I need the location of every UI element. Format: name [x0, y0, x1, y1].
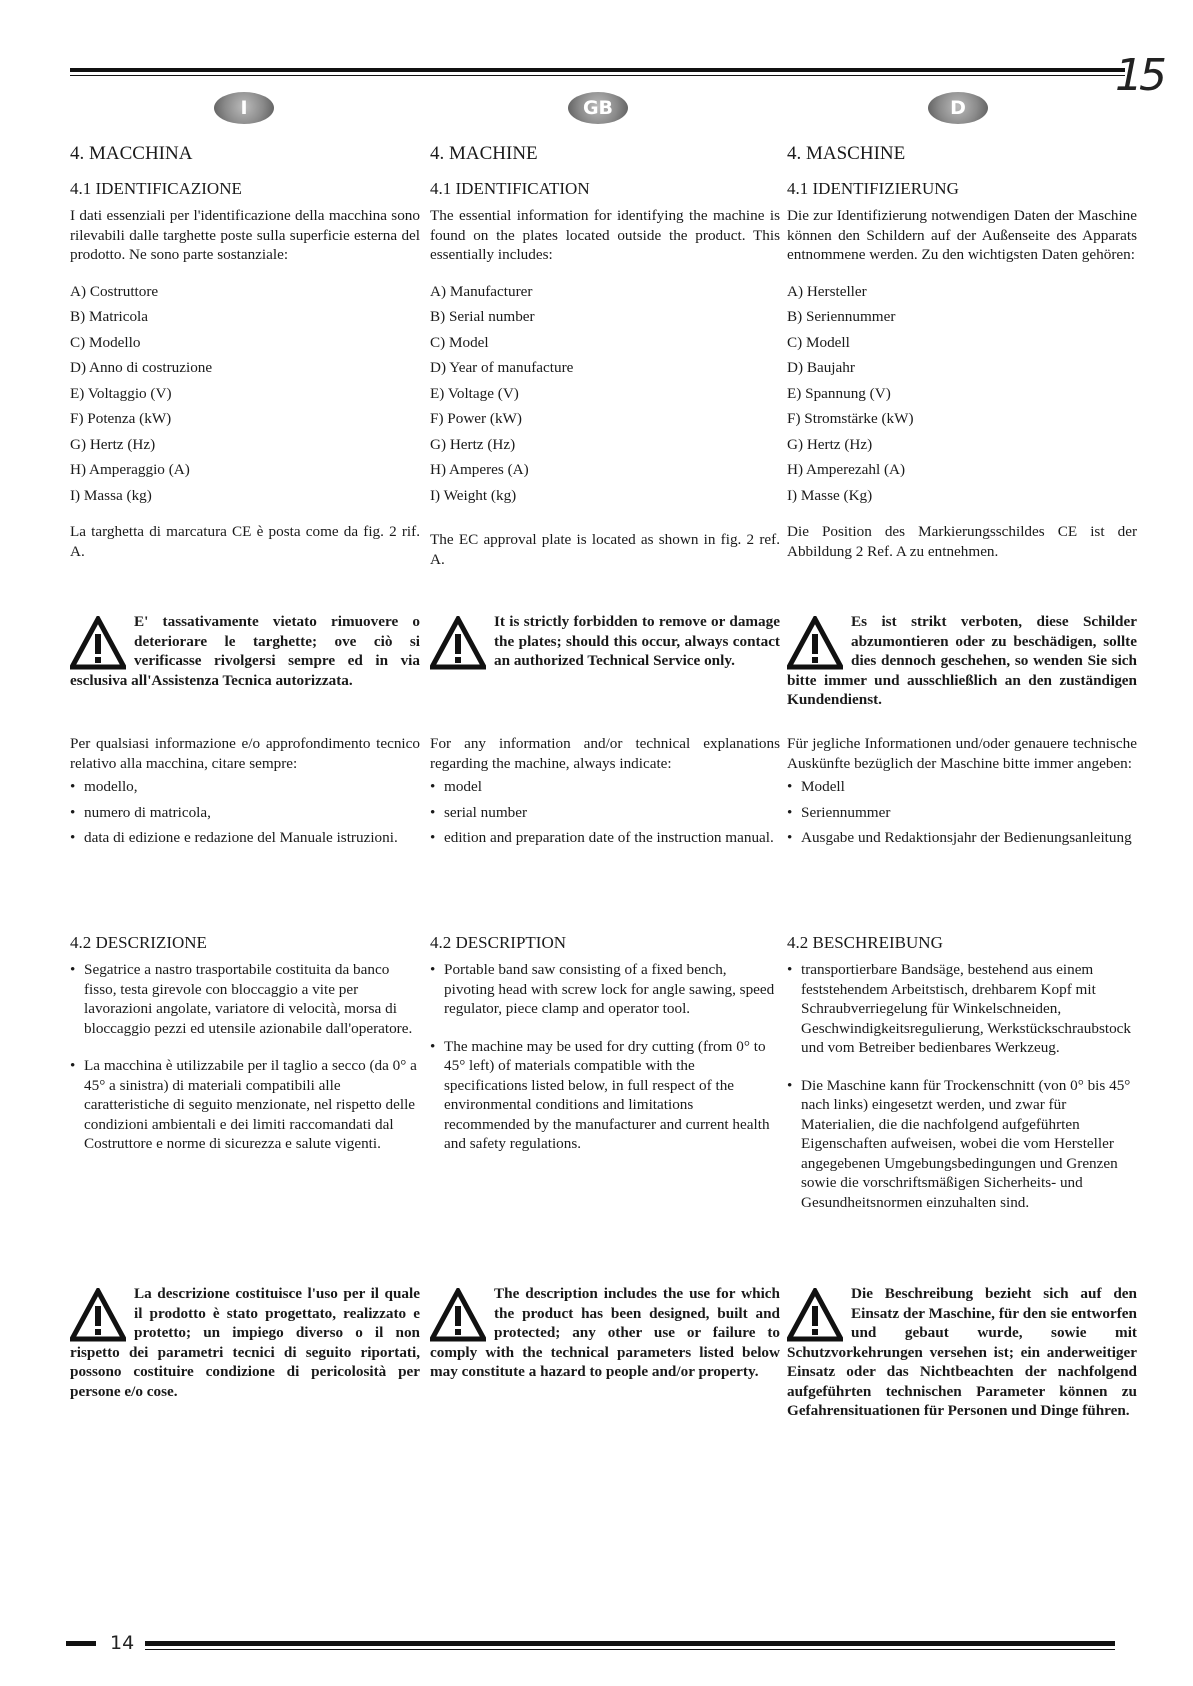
footer-dash: [66, 1641, 96, 1646]
list-item: B) Seriennummer: [787, 308, 896, 325]
list-item: I) Weight (kg): [430, 486, 517, 504]
info-paragraph: Für jegliche Informationen und/oder genauere technische Auskünfte bezüglich der Maschine bitte immer angeben:: [787, 735, 1137, 772]
language-badge-de: D: [928, 92, 988, 124]
plate-data-list: [70, 279, 420, 509]
column-english-description: [430, 932, 780, 1160]
list-item: • Segatrice a nastro trasportabile costituita da banco fisso, testa girevole con bloccaggio a vite per lavorazioni angolate, variatore di velocità, morsa di bloccaggio pezzi ed utensile azionabile dall'operatore.: [70, 960, 420, 1038]
list-item: A) Costruttore: [70, 282, 159, 300]
warning-triangle-icon: [70, 616, 126, 670]
list-item: E) Voltage (V): [430, 384, 519, 402]
plate-location-paragraph: The EC approval plate is located as shown in fig. 2 ref. A.: [430, 531, 780, 568]
intro-paragraph: Die zur Identifizierung notwendigen Daten der Maschine können den Schildern auf der Außenseite des Apparats entnommene werden. Zu den wichtigsten Daten gehören:: [787, 207, 1137, 263]
column-german-description: [787, 932, 1137, 1218]
section-title: 4. MASCHINE: [787, 143, 906, 164]
list-item: E) Voltaggio (V): [70, 384, 172, 402]
warning-triangle-icon: [787, 1288, 843, 1342]
column-english: [430, 142, 780, 569]
list-item: • Die Maschine kann für Trockenschnitt (von 0° bis 45° nach links) eingesetzt werden, und zwar für Materialien, die die nachfolgend aufgeführten Eigenschaften aufweisen, wobei die vom Hersteller angegebenen Umgebungsbedingungen und Grenzen sowie die vorschriftsmäßigen Sicherheits- und Gesundheitsnormen einzuhalten sind.: [787, 1076, 1137, 1213]
page-number: 14: [110, 1632, 135, 1654]
column-german-warning2: [787, 1284, 1137, 1421]
warning-block: [430, 612, 780, 671]
list-item: F) Potenza (kW): [70, 410, 172, 427]
plate-data-list: [787, 279, 1137, 509]
warning-triangle-icon: [430, 1288, 486, 1342]
column-italian-description: [70, 932, 420, 1160]
list-item: H) Amperes (A): [430, 461, 529, 478]
list-item: F) Stromstärke (kW): [787, 410, 914, 427]
list-item: C) Modello: [70, 333, 141, 351]
warning-triangle-icon: [787, 616, 843, 670]
list-item: H) Amperezahl (A): [787, 461, 906, 478]
warning-text: La descrizione costituisce l'uso per il quale il prodotto è stato progettato, realizzato e protetto; un impiego diverso o il non rispetto dei parametri tecnici di seguito riportati, possono costituire condizione di pericolosità per persone e/o cose.: [70, 1285, 420, 1400]
warning-triangle-icon: [430, 616, 486, 670]
plate-location-paragraph: Die Position des Markierungsschildes CE ist der Abbildung 2 Ref. A zu entnehmen.: [787, 523, 1137, 560]
top-rule-thin: [70, 75, 1125, 76]
column-english-warning1: [430, 612, 780, 671]
list-item: I) Masse (Kg): [787, 486, 873, 504]
subsection-title: 4.1 IDENTIFICATION: [430, 179, 590, 198]
language-badge-gb: GB: [568, 92, 628, 124]
list-item: F) Power (kW): [430, 410, 522, 427]
list-item: • La macchina è utilizzabile per il taglio a secco (da 0° a 45° a sinistra) di materiali compatibili alle caratteristiche di seguito menzionate, nel rispetto delle condizioni ambientali e dei limiti raccomandati dal Costruttore e norme di sicurezza e salute vigenti.: [70, 1056, 420, 1154]
info-paragraph: Per qualsiasi informazione e/o approfondimento tecnico relativo alla macchina, citare sempre:: [70, 735, 420, 772]
warning-triangle-icon: [70, 1288, 126, 1342]
list-item: • modello,: [70, 777, 420, 797]
subsection-title: 4.1 IDENTIFIZIERUNG: [787, 179, 959, 198]
info-list: [787, 777, 1137, 848]
footer-rule-thin: [145, 1649, 1115, 1650]
warning-block: [70, 612, 420, 690]
language-badge-it: I: [214, 92, 274, 124]
list-item: • transportierbare Bandsäge, bestehend aus einem feststehendem Arbeitstisch, drehbarem Kopf mit Schraubverriegelung für Winkelschneiden, Geschwindigkeitsregulierung, Werkstückschraubstock und vom Betreiber bedienbares Werkzeug.: [787, 960, 1137, 1058]
list-item: • edition and preparation date of the instruction manual.: [430, 828, 780, 848]
list-item: • model: [430, 777, 780, 797]
list-item: • data di edizione e redazione del Manuale istruzioni.: [70, 828, 420, 848]
info-list: [430, 777, 780, 848]
list-item: C) Modell: [787, 333, 850, 351]
intro-paragraph: I dati essenziali per l'identificazione della macchina sono rilevabili dalle targhette poste sulla superficie esterna del prodotto. Ne sono parte sostanziale:: [70, 207, 420, 263]
description-list: [70, 960, 420, 1154]
warning-block: [787, 612, 1137, 710]
plate-data-list: [430, 279, 780, 509]
column-german-warning1: [787, 612, 1137, 710]
list-item: B) Serial number: [430, 308, 535, 325]
column-italian-info: [70, 734, 420, 854]
list-item: • Modell: [787, 777, 1137, 797]
list-item: E) Spannung (V): [787, 384, 891, 402]
list-item: G) Hertz (Hz): [70, 435, 156, 453]
list-item: D) Anno di costruzione: [70, 359, 213, 376]
column-german: [787, 142, 1137, 561]
warning-block: [430, 1284, 780, 1382]
info-list: [70, 777, 420, 848]
list-item: • numero di matricola,: [70, 803, 420, 823]
subsection-title: 4.2 BESCHREIBUNG: [787, 933, 943, 952]
list-item: • The machine may be used for dry cutting (from 0° to 45° left) of materials compatible with the specifications listed below, in full respect of the environmental conditions and limitations recommended by the manufacturer and current health and safety regulations.: [430, 1037, 780, 1154]
footer-rule: [145, 1641, 1115, 1646]
description-list: [787, 960, 1137, 1212]
list-item: • Seriennummer: [787, 803, 1137, 823]
plate-location-paragraph: La targhetta di marcatura CE è posta come da fig. 2 rif. A.: [70, 523, 420, 560]
list-item: H) Amperaggio (A): [70, 461, 190, 478]
warning-text: Es ist strikt verboten, diese Schilder abzumontieren oder zu beschädigen, sollte dies dennoch geschehen, so wenden Sie sich bitte immer und ausschließlich an den zuständigen Kundendienst.: [787, 613, 1137, 708]
warning-text: It is strictly forbidden to remove or damage the plates; should this occur, always contact an authorized Technical Service only.: [494, 613, 780, 669]
column-italian-warning1: [70, 612, 420, 690]
info-paragraph: For any information and/or technical explanations regarding the machine, always indicate:: [430, 735, 780, 772]
warning-block: [70, 1284, 420, 1401]
warning-text: E' tassativamente vietato rimuovere o deteriorare le targhette; ove ciò si verificasse rivolgersi sempre ed in via esclusiva all'Assistenza Tecnica autorizzata.: [70, 613, 420, 689]
list-item: A) Manufacturer: [430, 282, 533, 300]
list-item: • Ausgabe und Redaktionsjahr der Bedienungsanleitung: [787, 828, 1137, 848]
section-title: 4. MACCHINA: [70, 143, 193, 164]
list-item: A) Hersteller: [787, 282, 867, 300]
list-item: D) Year of manufacture: [430, 359, 574, 376]
column-italian-warning2: [70, 1284, 420, 1401]
column-english-info: [430, 734, 780, 854]
list-item: I) Massa (kg): [70, 486, 152, 504]
list-item: G) Hertz (Hz): [787, 435, 873, 453]
list-item: B) Matricola: [70, 308, 149, 325]
subsection-title: 4.1 IDENTIFICAZIONE: [70, 179, 242, 198]
list-item: • Portable band saw consisting of a fixed bench, pivoting head with screw lock for angle sawing, speed regulator, piece clamp and operator tool.: [430, 960, 780, 1019]
column-italian: [70, 142, 420, 561]
top-rule: [70, 68, 1125, 72]
subsection-title: 4.2 DESCRIPTION: [430, 933, 567, 952]
list-item: G) Hertz (Hz): [430, 435, 516, 453]
intro-paragraph: The essential information for identifying the machine is found on the plates located outside the product. This essentially includes:: [430, 207, 780, 263]
warning-text: The description includes the use for which the product has been designed, built and protected; any other use or failure to comply with the technical parameters listed below may constitute a hazard to people and/or property.: [430, 1285, 780, 1380]
column-german-info: [787, 734, 1137, 854]
list-item: D) Baujahr: [787, 359, 855, 376]
description-list: [430, 960, 780, 1154]
section-title: 4. MACHINE: [430, 143, 538, 164]
list-item: C) Model: [430, 333, 489, 351]
handwritten-page-mark: 15: [1115, 50, 1163, 101]
column-english-warning2: [430, 1284, 780, 1382]
warning-block: [787, 1284, 1137, 1421]
subsection-title: 4.2 DESCRIZIONE: [70, 933, 207, 952]
list-item: • serial number: [430, 803, 780, 823]
warning-text: Die Beschreibung bezieht sich auf den Einsatz der Maschine, für den sie entworfen und gebaut wurde, sowie mit Schutzvorkehrungen versehen ist; ein anderweitiger Einsatz oder das Nichtbeachten der nachfolgend aufgeführten technischen Parameter können zu Gefahrensituationen für Personen und Dinge führen.: [787, 1285, 1137, 1419]
